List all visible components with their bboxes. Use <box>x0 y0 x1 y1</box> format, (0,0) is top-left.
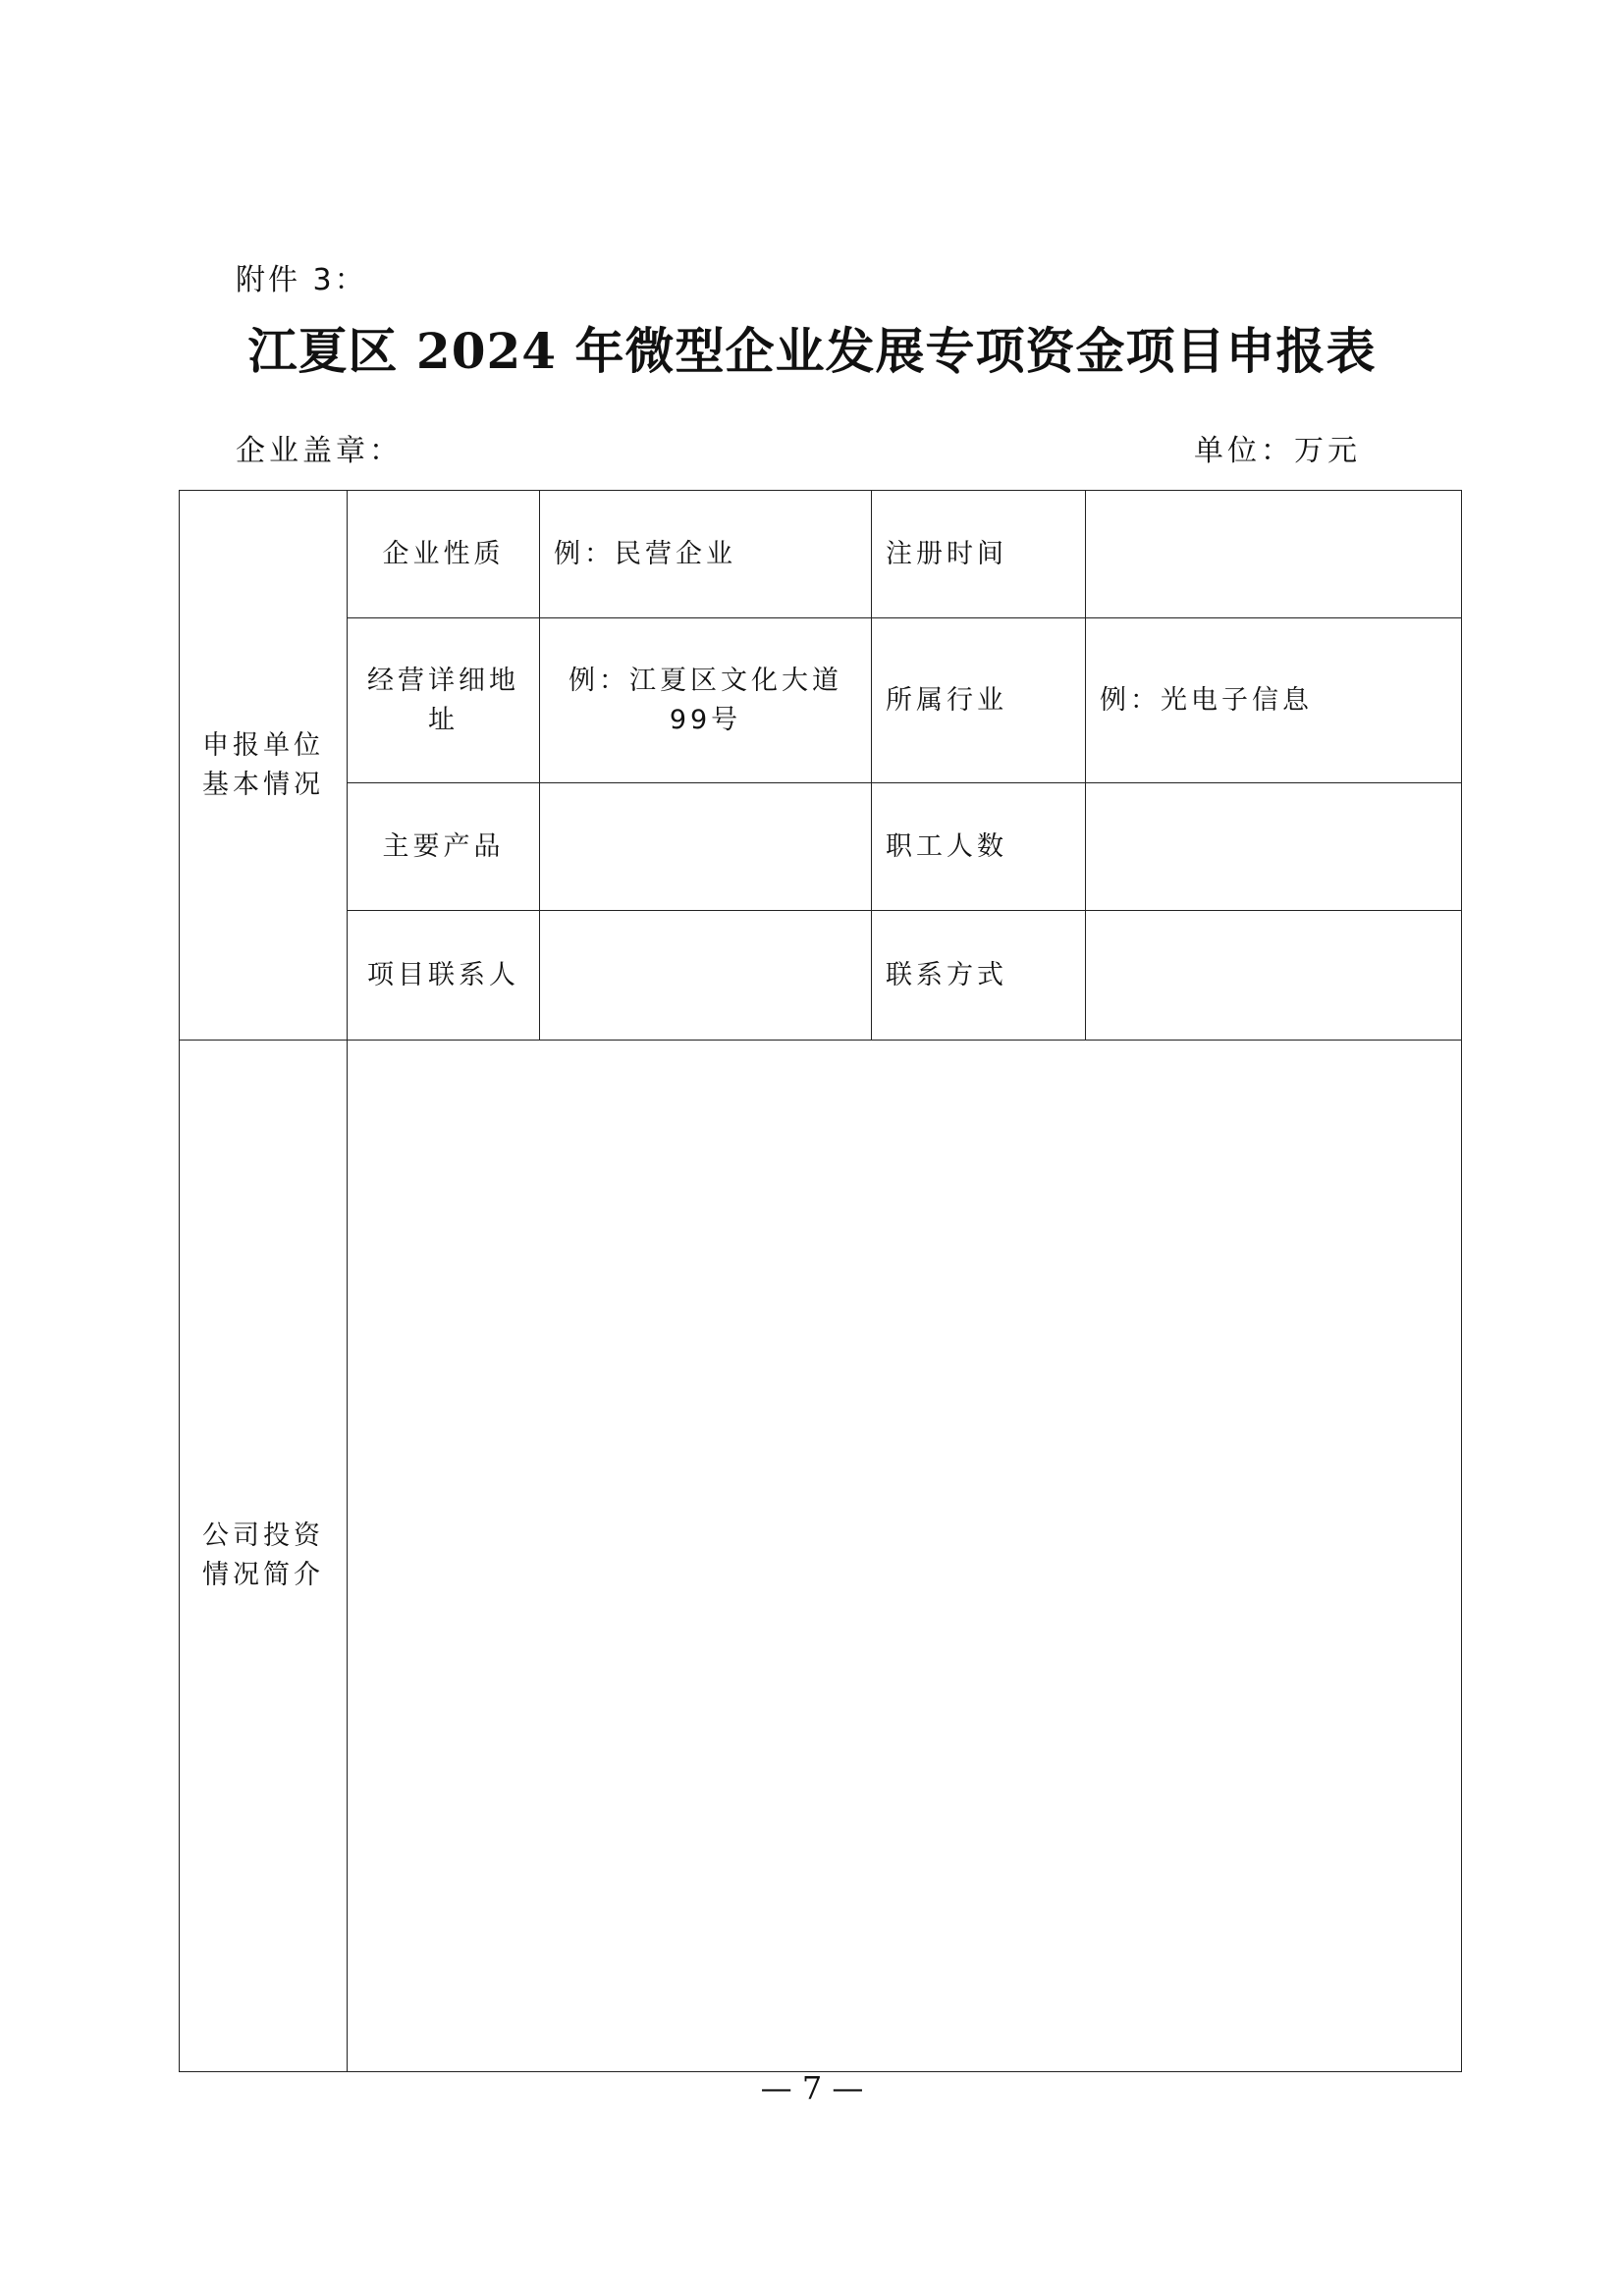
form-title: 江夏区 2024 年微型企业发展专项资金项目申报表 <box>247 322 1377 380</box>
field-label-employee-count: 职工人数 <box>872 783 1086 911</box>
table-row <box>180 1041 1462 2072</box>
field-label-registration-time: 注册时间 <box>872 491 1086 618</box>
field-label-project-contact: 项目联系人 <box>348 911 540 1041</box>
table-row <box>180 911 1462 1041</box>
field-value-industry[interactable]: 例：光电子信息 <box>1086 618 1462 783</box>
attachment-label: 附件 3： <box>236 263 367 297</box>
field-label-industry: 所属行业 <box>872 618 1086 783</box>
unit-label: 单位：万元 <box>1194 434 1361 468</box>
field-value-project-contact[interactable] <box>540 911 872 1041</box>
field-label-enterprise-nature: 企业性质 <box>348 491 540 618</box>
field-label-main-products: 主要产品 <box>348 783 540 911</box>
table-row <box>180 783 1462 911</box>
field-value-enterprise-nature[interactable]: 例：民营企业 <box>540 491 872 618</box>
field-value-registration-time[interactable] <box>1086 491 1462 618</box>
investment-description-field[interactable] <box>348 1041 1462 2072</box>
field-value-employee-count[interactable] <box>1086 783 1462 911</box>
field-value-address[interactable]: 例：江夏区文化大道99号 <box>540 618 872 783</box>
table-row <box>180 618 1462 783</box>
field-label-address: 经营详细地址 <box>348 618 540 783</box>
field-label-contact-method: 联系方式 <box>872 911 1086 1041</box>
section-investment-label: 公司投资情况简介 <box>180 1041 348 2072</box>
application-form-table <box>179 490 1462 2072</box>
table-row <box>180 491 1462 618</box>
page-number: — 7 — <box>760 2069 864 2107</box>
field-value-contact-method[interactable] <box>1086 911 1462 1041</box>
section-basic-info-label: 申报单位基本情况 <box>180 491 348 1041</box>
field-value-main-products[interactable] <box>540 783 872 911</box>
company-seal-label: 企业盖章： <box>236 434 403 468</box>
